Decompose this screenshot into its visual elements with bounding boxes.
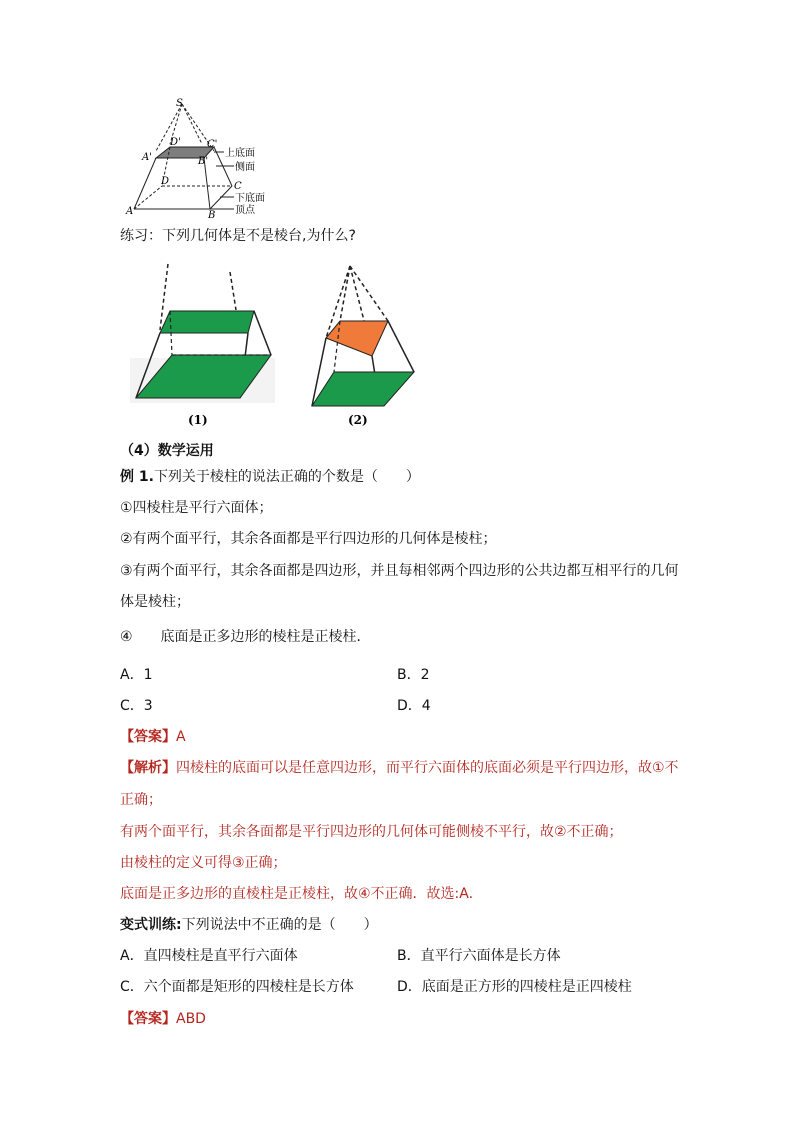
section-heading: （4）数学运用 [120,443,214,459]
option-c: C．3 [120,698,153,714]
variant-option-d: D．底面是正方形的四棱柱是正四棱柱 [397,979,632,995]
figure-1-label: (1) [188,413,208,427]
analysis-line-3: 有两个面平行，其余各面都是平行四边形的几何体可能侧棱不平行，故②不正确； [120,824,623,840]
label-C-prime: C' [207,139,218,150]
variant-option-b: B．直平行六面体是长方体 [397,948,561,964]
practice-figure-2 [304,258,424,430]
variant-answer-value: ABD [176,1011,206,1027]
label-B-prime: B' [198,156,209,167]
figure-2-label: (2) [348,413,368,427]
analysis-text-1: 四棱柱的底面可以是任意四边形，而平行六面体的底面必须是平行四边形，故①不 [176,760,679,776]
callout-vertex: 顶点 [235,205,255,216]
answer-value: A [176,729,186,745]
label-C: C [234,181,242,192]
label-B: B [208,210,216,221]
callout-top-face: 上底面 [225,148,255,159]
example-1-question [120,468,420,486]
example-1-question-text: 下列关于棱柱的说法正确的个数是（ ） [153,469,420,485]
variant-question [120,916,378,934]
label-D-prime: D' [170,137,181,148]
label-A: A [126,206,134,217]
variant-option-a: A．直四棱柱是直平行六面体 [120,948,298,964]
option-d: D．4 [397,698,431,714]
analysis-line-1 [120,759,679,777]
analysis-label: 【解析】 [120,760,176,776]
practice-figure-1 [130,258,280,430]
statement-3: ③有两个面平行，其余各面都是四边形，并且每相邻两个四边形的公共边都互相平行的几何 [120,563,679,579]
statement-1: ①四棱柱是平行六面体； [120,500,273,516]
example-1-answer [120,728,186,746]
example-1-label: 例 1. [120,469,154,485]
answer-label: 【答案】 [120,729,176,745]
label-S: S [176,98,183,109]
frustum-diagram [118,96,278,221]
variant-question-text: 下列说法中不正确的是（ ） [181,917,378,933]
variant-answer-label: 【答案】 [120,1011,176,1027]
practice-prompt: 练习：下列几何体是不是棱台,为什么? [120,228,356,244]
analysis-line-2: 正确； [120,792,162,808]
analysis-line-5: 底面是正多边形的直棱柱是正棱柱，故④不正确．故选:A. [120,886,474,902]
variant-option-c: C．六个面都是矩形的四棱柱是长方体 [120,979,354,995]
statement-3-continued: 体是棱柱； [120,594,190,610]
label-A-prime: A' [142,152,152,163]
variant-label: 变式训练: [120,917,182,933]
label-D: D [161,176,170,187]
analysis-line-4: 由棱柱的定义可得③正确； [120,855,287,871]
option-b: B．2 [397,667,430,683]
statement-4: ④ 底面是正多边形的棱柱是正棱柱． [120,629,371,645]
callout-lateral-face: 侧面 [235,162,255,173]
variant-answer [120,1010,206,1028]
option-a: A．1 [120,667,153,683]
statement-2: ②有两个面平行，其余各面都是平行四边形的几何体是棱柱； [120,531,497,547]
callout-bottom-face: 下底面 [235,193,265,204]
